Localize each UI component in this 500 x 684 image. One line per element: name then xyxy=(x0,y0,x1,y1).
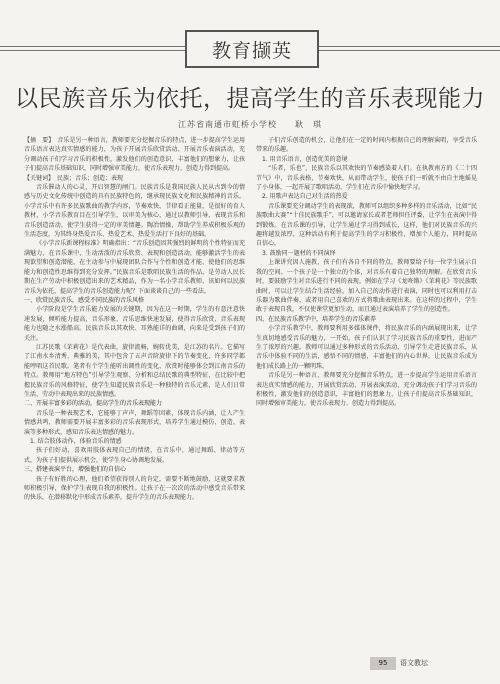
section-heading: 1. 用音乐语言，创造优美的意境 xyxy=(262,155,348,163)
section-heading: 3. 鼓励同一题材的不同演绎 xyxy=(262,249,336,257)
paragraph: 江苏民歌《茉莉花》是代表曲，旋律流畅，婉转优美，是江苏的名片。它描写了江南水乡清秀、典雅的美，其中包含了五声音阶旋律下的节奏变化，许多同学都能哼唱这首民歌。笔者有个学生能听出调性的变化，欣赏时能够体会到江南音乐的特点。教师用“地方特色”引导学生观察、分析和总结民歌的典型特征，在比较中把握民族音乐的风格特征，使学生知道民族音乐是一种独特的音乐元素，是人们日常生活、劳动中表现出来的民族情感。 xyxy=(24,343,245,398)
article-title: 以民族音乐为依托，提高学生的音乐表现能力 xyxy=(15,86,485,112)
section-heading: 2. 用歌声表达自己对生活的热爱 xyxy=(262,193,348,201)
journal-name: 语文教坛 xyxy=(400,659,428,667)
left-column xyxy=(24,136,245,636)
paragraph: “乐者，乐也”，民族音乐以其欢快的节奏感染着人们。在执教南方的《二十四节气》中，音乐表格，节奏欢快，从而带动学生，使孩子们一听就不由自主地摇晃了小身体，一起开展了歌唱活动，学生们在音乐中愉快地学习。 xyxy=(256,165,477,192)
column-title: 教育撷英 xyxy=(185,30,319,68)
paragraph: 上课讲究因人施教，孩子们有各自不同的特点，教师要给予每一位学生展示自我的空间。一个孩子是一个独立的个体，对音乐有着自己独特的理解。在欣赏音乐时，要鼓励学生对音乐进行不同的表现，例如在学习《龙咚锵》《茉莉花》等民族歌曲时，可以让学生结合生活经验，加入自己的动作进行表演，同时也可以利用打击乐器为歌曲伴奏，或者用自己喜欢的方式将歌曲表现出来。在这样的过程中，学生敢于表现自我，不仅使课堂更加生动，而且通过表演培养了学生的创造性。 xyxy=(256,259,477,314)
section-heading: 四、在民族音乐教学中，培养学生的音乐素养 xyxy=(256,315,377,323)
paragraph: 小学阶段是学生音乐能力发展的关键期，因为在这一时期，学生的有意注意快速发展，倾听能力提高，音乐形象、音乐思维快速发展，使得音乐欣赏、音乐表现能力也随之水涨船高。民族音乐以其欢快、耳熟能详的曲调，向来是受到孩子们的关注。 xyxy=(24,306,245,342)
paragraph: 【关键词】 民族；音乐；创造；表现 xyxy=(24,174,124,182)
paragraph: 小学音乐教学中，教师要利用多媒体课件，将民族音乐的内涵展现出来，让学生真切地感受音乐的魅力，一开始，孩子们认识了学习民族音乐的重要性，进而产生了浓厚的兴趣。教师可以通过多种形式的音乐活动，引导学生走进民族音乐，从音乐中体验不同的生活，感悟不同的情感，丰富他们的内心世界，让民族音乐成为他们成长路上的一颗明珠。 xyxy=(256,325,477,370)
article-author: 江苏省南通市虹桥小学校 耿 琪 xyxy=(178,120,322,129)
page-footer xyxy=(370,657,500,671)
paragraph: 孩子们好动，喜欢用肢体表现自己的情绪，在音乐中，通过舞蹈、律动等方式，为孩子们提供展示机会，使学生身心协调地发展。 xyxy=(24,447,245,464)
paragraph: 《小学音乐新课程标准》明确指出：“音乐创造因其强烈的鲜明的个性特征而充满魅力，在音乐课中，生动活泼的音乐欣赏、表现和创造活动，能够激活学生的表现欲望和创造潜能，在主动参与中展现团队合作与个性和创造才能，使他们的思维能力和创造性思维得到充分发挥。”民族音乐是歌唱民族生活的作品，是劳动人民长期在生产劳动中积极创造出来的艺术精品，作为一名小学音乐教师，该如何以民族音乐为依托，提高学生的音乐创造能力呢？下面谈谈自己的一些看法。 xyxy=(24,240,245,295)
paragraph: 音乐催动人的心灵，开启智慧的闸门。民族音乐是我国民族人民从古到今的情感与历史文化传统中创造的具有民族特色的，继承现民族文化和民族精神的音乐。小学音乐中有许多民族歌曲的教学内容，节奏欢快，节律看正能量，是很好的育人教材，小学音乐教育目在引导学生，以审美为核心，通过以教师引导，表现音乐和音乐创造活动，使学生获得一定的审美情趣。陶冶情操，帮助学生养成积极乐观的生活态度，为其终身热爱音乐、热爱艺术、热爱生活打下良好的基础。 xyxy=(24,184,245,239)
paragraph: 音乐课要充分调动学生的表现欲，教师可以组织多种多样的音乐活动，比如“民族歌曲大赛”“十佳民族歌手”，可以邀请家长或者老师担任评委，让学生在表演中得到锻炼。在音乐课的引导，让学生通过学习得到成长，这样，他们对民族音乐的兴趣将越发浓厚，这种活动有利于提高学生的学习积极性，增加个人能力，同时提高自信心。 xyxy=(256,202,477,248)
section-heading: 二、开展丰富多彩的活动，提高学生的音乐表现能力 xyxy=(24,400,163,408)
column-header xyxy=(0,20,500,76)
section-heading: 三、搭建表演平台，增强他们的自信心 xyxy=(24,466,127,474)
paragraph: 孩子有好胜的心理，他们希望获得别人的肯定，需要不断地鼓励，这就要求教师积极引导，保护学生表现自我的积极性。让孩子在一次次的活动中感受音乐带来的快乐，在潜移默化中形成音乐素养，提升学生的音乐表现能力。 xyxy=(24,475,245,502)
paragraph: 【摘 要】 音乐是另一种语言，教师要充分挖掘音乐的特点，进一步提高学生运用音乐语言表达真实情感的能力，为孩子开展音乐欣赏活动、开展音乐表演活动，充分调动孩子们学习音乐的积极性，激发他们的创造意识，丰富他们的想象力，让孩子们提高音乐基础知识，同时增强审美能力，使音乐表现力、创造力得到提高。 xyxy=(24,137,245,173)
paragraph: 子们音乐创造的机会，让他们在一定的时间内根据自己的理解演唱，享受音乐带来的乐趣。 xyxy=(256,137,477,154)
section-heading: 1. 结合肢体动作，体验音乐的情感 xyxy=(30,438,122,445)
right-column xyxy=(256,136,477,636)
page-number: 95 xyxy=(370,657,396,670)
paragraph: 音乐是一种表现艺术，它能够丁声声，舞蹈等因素，体现音乐内涵，让人产生情感共鸣，教师需要开展丰富多彩的音乐表现形式，培养学生通过模仿、创造、表演等多种形式，感知音乐表达情感的魅力。 xyxy=(24,409,245,436)
paragraph: 音乐是另一种语言，教师要充分挖掘音乐特点，进一步提高学生运用音乐语言表达真实情感的能力，开展欣赏活动、开展表演活动，充分调动孩子们学习音乐的积极性，激发他们的创造意识，丰富他们的想象力，让孩子们提高音乐基础知识，同时增强审美能力，使音乐表现力、创造力得到提高。 xyxy=(256,372,477,408)
section-heading: 一、欣赏民族音乐，感受不同民族的音乐风格 xyxy=(24,296,145,304)
